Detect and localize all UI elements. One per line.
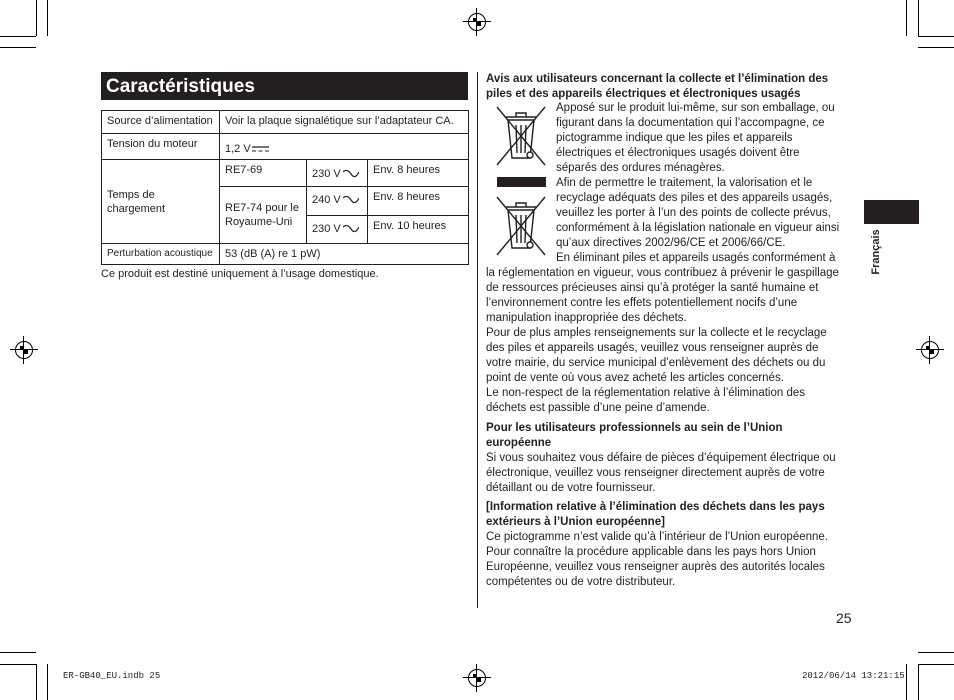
ac-symbol-icon — [343, 196, 359, 204]
text-line: pictogramme indique que les piles et appareils — [556, 132, 793, 144]
outside-eu-section — [486, 500, 856, 590]
text-line: détaillant ou de votre fournisseur. — [486, 482, 656, 494]
text-line: Pour de plus amples renseignements sur la collecte et le recyclage — [486, 327, 827, 339]
text-line: Européenne, veuillez vous renseigner auprès des autorités locales — [486, 561, 825, 573]
crossed-out-bin-icon — [494, 193, 548, 259]
model-cell: RE7-74 pour le Royaume-Uni — [220, 187, 307, 244]
disposal-paragraph-1 — [556, 101, 856, 266]
ac-symbol-icon — [343, 225, 359, 233]
language-tab-marker — [864, 200, 919, 224]
subheading: européenne — [486, 437, 552, 449]
footer-file: ER-GB40_EU.indb 25 — [63, 671, 161, 681]
disposal-heading — [486, 72, 856, 102]
text-line: l’environnement contre les effets potentiellement nocifs d’une — [486, 297, 798, 309]
text-line: Apposé sur le produit lui-même, sur son emballage, ou — [556, 102, 835, 114]
professional-users-section — [486, 421, 856, 496]
voltage-cell — [307, 160, 368, 187]
voltage-value: 230 V — [312, 223, 341, 235]
text-line: Afin de permettre le traitement, la valorisation et le — [556, 177, 813, 189]
motor-voltage-cell — [220, 134, 469, 160]
language-tab — [869, 228, 883, 280]
voltage-cell — [307, 187, 368, 216]
motor-voltage-label: Tension du moteur — [102, 134, 220, 160]
text-line: Le non-respect de la réglementation relative à l’élimination des — [486, 387, 805, 399]
subheading: extérieurs à l’Union européenne] — [486, 516, 665, 528]
time-cell: Env. 8 heures — [368, 160, 469, 187]
subheading: [Information relative à l’élimination des déchets dans les pays — [486, 501, 825, 513]
voltage-cell — [307, 216, 368, 244]
text-line: figurant dans la documentation qui l’accompagne, ce — [556, 117, 825, 129]
domestic-note: Ce produit est destiné uniquement à l’usage domestique. — [101, 268, 379, 280]
voltage-value: 230 V — [312, 168, 341, 180]
text-line: veuillez les porter à l’un des points de collecte prévus, — [556, 207, 831, 219]
table-row — [102, 134, 469, 160]
crossed-out-bin-icon — [494, 103, 548, 169]
specifications-table — [101, 110, 469, 265]
registration-mark-icon — [921, 341, 939, 359]
motor-voltage-value: 1,2 V — [225, 143, 251, 155]
table-row — [102, 160, 469, 187]
text-line: de ressources précieuses ainsi qu’à protéger la santé humaine et — [486, 282, 819, 294]
text-line: conformément à la législation nationale en vigueur ainsi — [556, 222, 840, 234]
text-line: séparés des ordures ménagères. — [556, 162, 725, 174]
text-line: Pour connaître la procédure applicable dans les pays hors Union — [486, 546, 816, 558]
text-line: point de vente où vous avez acheté les articles concernés. — [486, 372, 784, 384]
heading-line: Avis aux utilisateurs concernant la collecte et l’élimination des — [486, 73, 829, 85]
power-source-value: Voir la plaque signalétique sur l’adaptateur CA. — [220, 111, 469, 134]
registration-mark-icon — [15, 341, 33, 359]
text-line: Si vous souhaitez vous défaire de pièces d’équipement électrique ou — [486, 452, 836, 464]
subheading: Pour les utilisateurs professionnels au sein de l’Union — [486, 422, 783, 434]
section-title: Caractéristiques — [101, 72, 468, 100]
ac-symbol-icon — [343, 170, 359, 178]
heading-line: piles et des appareils électriques et électroniques usagés — [486, 88, 801, 100]
language-label: Français — [870, 229, 882, 275]
bin-underline-bar — [497, 177, 546, 187]
time-cell: Env. 10 heures — [368, 216, 469, 244]
registration-mark-icon — [468, 13, 486, 31]
text-line: En éliminant piles et appareils usagés conformément à — [556, 252, 836, 264]
text-line: des piles et appareils usagés, veuillez vous renseigner auprès de — [486, 342, 819, 354]
power-source-label: Source d’alimentation — [102, 111, 220, 134]
model-cell: RE7-69 — [220, 160, 307, 187]
noise-value: 53 (dB (A) re 1 pW) — [220, 244, 469, 265]
voltage-value: 240 V — [312, 194, 341, 206]
text-line: déchets est passible d’une peine d’amende. — [486, 402, 710, 414]
text-line: qu’aux directives 2002/96/CE et 2006/66/CE. — [556, 237, 786, 249]
text-line: manipulation inappropriée des déchets. — [486, 312, 687, 324]
footer-timestamp: 2012/06/14 13:21:15 — [802, 671, 905, 681]
noise-label: Perturbation acoustique — [102, 244, 220, 265]
time-cell: Env. 8 heures — [368, 187, 469, 216]
disposal-paragraph-3 — [486, 266, 856, 416]
page-number: 25 — [836, 610, 852, 626]
text-line: électronique, veuillez vous renseigner directement auprès de votre — [486, 467, 825, 479]
text-line: recyclage adéquats des piles et des appareils usagés, — [556, 192, 833, 204]
table-row — [102, 244, 469, 265]
column-divider — [477, 72, 478, 608]
dc-symbol-icon — [252, 145, 269, 153]
text-line: votre mairie, du service municipal d’enlèvement des déchets ou du — [486, 357, 826, 369]
text-line: compétentes ou de votre distributeur. — [486, 576, 676, 588]
text-line: la réglementation en vigueur, vous contribuez à prévenir le gaspillage — [486, 267, 839, 279]
charging-time-label: Temps de chargement — [102, 160, 220, 244]
table-row — [102, 111, 469, 134]
text-line: électriques et électroniques usagés doivent être — [556, 147, 800, 159]
text-line: Ce pictogramme n’est valide qu’à l’intérieur de l’Union européenne. — [486, 531, 829, 543]
registration-mark-icon — [468, 669, 486, 687]
